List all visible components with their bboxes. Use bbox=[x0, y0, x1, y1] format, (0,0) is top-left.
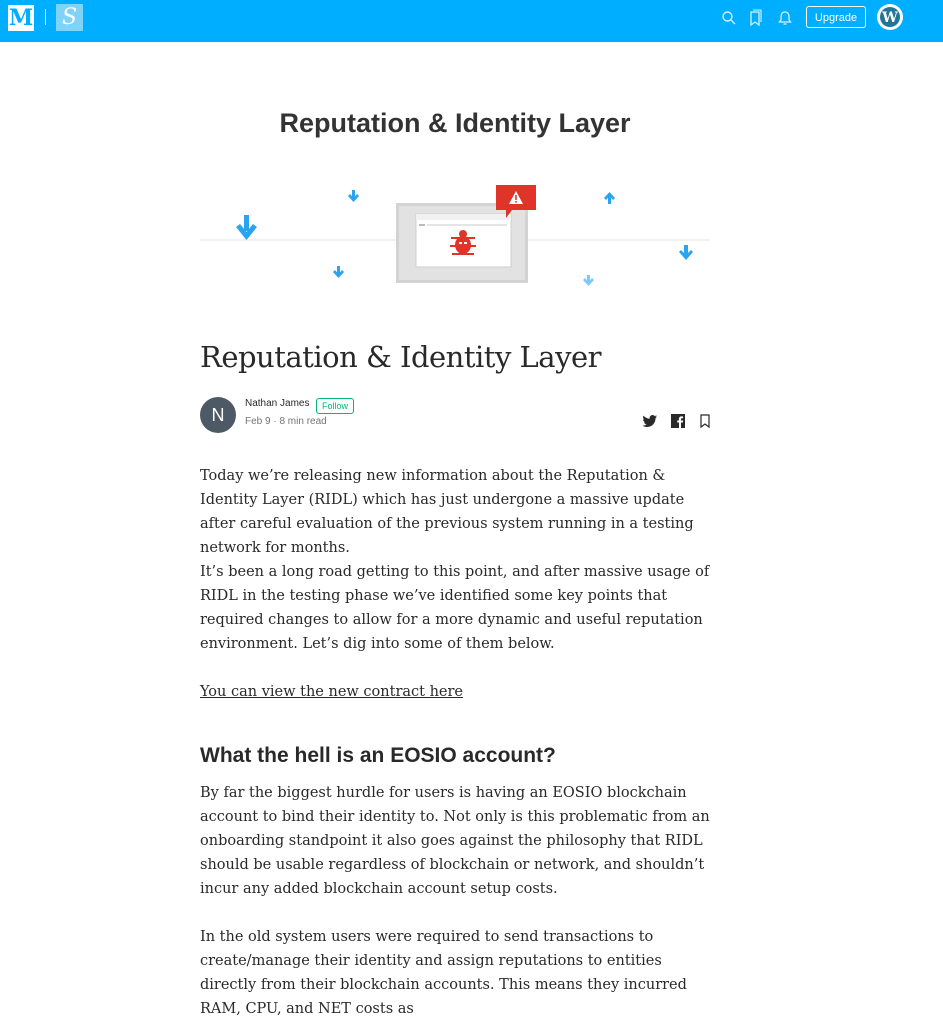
article-paragraph: Today we’re releasing new information about the Reputation & Identity Layer (RIDL) which has just undergone a massive update after careful evaluation of the previous system running in a testing network for months. bbox=[200, 468, 694, 556]
upgrade-button[interactable]: Upgrade bbox=[806, 6, 866, 28]
article-meta: Feb 9 · 8 min read bbox=[245, 416, 327, 427]
user-avatar[interactable] bbox=[877, 4, 903, 30]
search-icon[interactable] bbox=[720, 9, 738, 27]
article-paragraph: In the old system users were required to send transactions to create/manage their identity and assign reputations to entities directly from their blockchain accounts. This means they incurred RAM, CPU, and NET costs as bbox=[200, 929, 687, 1017]
publication-logo[interactable]: S bbox=[56, 4, 83, 31]
arrow-down-icon bbox=[583, 275, 594, 286]
arrow-down-icon bbox=[236, 215, 257, 240]
hero-illustration bbox=[200, 90, 710, 305]
twitter-icon[interactable] bbox=[642, 413, 658, 429]
article-title: Reputation & Identity Layer bbox=[200, 340, 601, 374]
hero-image-title: Reputation & Identity Layer bbox=[279, 108, 631, 138]
article-paragraph: By far the biggest hurdle for users is having an EOSIO blockchain account to bind their identity to. Not only is this problematic from an onboarding standpoint it also goes against the philosophy that RIDL should be usable regardless of blockchain or network, and shouldn’t incur any added blockchain account setup costs. bbox=[200, 785, 710, 897]
arrow-down-icon bbox=[333, 266, 344, 278]
bookmarks-icon[interactable] bbox=[746, 9, 764, 27]
logo-divider bbox=[45, 9, 46, 25]
arrow-up-icon bbox=[604, 192, 615, 204]
medium-logo[interactable]: M bbox=[8, 5, 34, 31]
top-navigation-bar bbox=[0, 0, 943, 42]
contract-link[interactable]: You can view the new contract here bbox=[200, 684, 464, 700]
section-heading: What the hell is an EOSIO account? bbox=[200, 744, 556, 767]
svg-text:W: W bbox=[882, 10, 898, 26]
author-name[interactable]: Nathan James bbox=[245, 398, 310, 409]
arrow-down-icon bbox=[679, 245, 693, 260]
facebook-icon[interactable] bbox=[670, 413, 686, 429]
arrow-down-icon bbox=[348, 190, 359, 202]
article-paragraph: It’s been a long road getting to this point, and after massive usage of RIDL in the testing phase we’ve identified some key points that required changes to allow for a more dynamic and useful reputation environment. Let’s dig into some of them below. bbox=[200, 564, 710, 652]
author-avatar[interactable]: N bbox=[200, 397, 236, 433]
follow-button[interactable]: Follow bbox=[316, 398, 354, 414]
notifications-icon[interactable] bbox=[776, 9, 794, 27]
hero-image bbox=[200, 90, 710, 305]
bookmark-icon[interactable] bbox=[697, 413, 713, 429]
